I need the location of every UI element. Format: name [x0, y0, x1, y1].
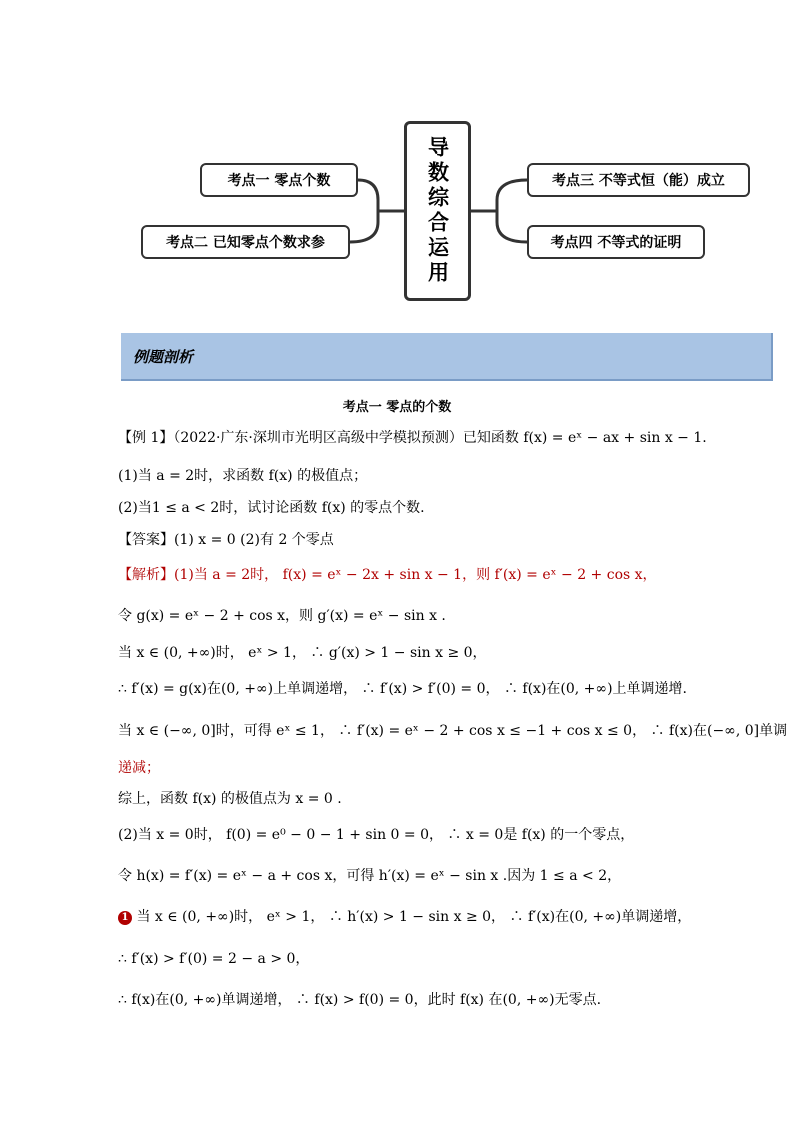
topic-box-4	[527, 225, 705, 259]
topic-label-4: 考点四 不等式的证明	[550, 235, 682, 251]
analysis-line-7: 综上，函数 f(x) 的极值点为 x = 0 .	[118, 791, 342, 807]
example-statement: 【例 1】（2022·广东·深圳市光明区高级中学模拟预测）已知函数 f(x) = eˣ − ax + sin x − 1.	[118, 430, 707, 446]
topic-label-2: 考点二 已知零点个数求参	[166, 235, 325, 251]
topic-label-1: 考点一 零点个数	[227, 173, 331, 189]
mindmap-connectors	[0, 0, 794, 320]
question-1: (1)当 a = 2时，求函数 f(x) 的极值点；	[118, 468, 368, 484]
topic-box-2	[141, 225, 350, 259]
topic-label-3: 考点三 不等式恒（能）成立	[552, 173, 725, 189]
analysis-line-9: 令 h(x) = f′(x) = eˣ − a + cos x，可得 h′(x) = eˣ − sin x .因为 1 ≤ a < 2，	[118, 868, 622, 884]
analysis-line-11: ∴ f′(x) > f′(0) = 2 − a > 0，	[118, 951, 310, 967]
analysis-line-10: 当 x ∈ (0, +∞)时， eˣ > 1， ∴ h′(x) > 1 − sin x ≥ 0， ∴ f′(x)在(0, +∞)单调递增，	[136, 909, 692, 925]
analysis-line-1: 【解析】(1)当 a = 2时， f(x) = eˣ − 2x + sin x − 1，则 f′(x) = eˣ − 2 + cos x，	[118, 567, 657, 583]
topic-box-3	[527, 163, 750, 197]
question-2: (2)当1 ≤ a < 2时，试讨论函数 f(x) 的零点个数.	[118, 500, 425, 516]
mindmap-center-label: 导数综合运用	[425, 136, 450, 286]
section-title: 考点一 零点的个数	[342, 400, 452, 415]
analysis-line-2: 令 g(x) = eˣ − 2 + cos x，则 g′(x) = eˣ − sin x .	[118, 608, 446, 624]
analysis-line-12: ∴ f(x)在(0, +∞)单调递增， ∴ f(x) > f(0) = 0，此时 f(x) 在(0, +∞)无零点.	[118, 992, 602, 1008]
answer-line: 【答案】(1) x = 0 (2)有 2 个零点	[118, 532, 334, 548]
mindmap-center	[404, 121, 471, 301]
banner-label: 例题剖析	[133, 348, 194, 366]
circled-number-1: 1	[118, 911, 132, 925]
topic-box-1	[200, 163, 358, 197]
analysis-line-5: 当 x ∈ (−∞, 0]时，可得 eˣ ≤ 1， ∴ f′(x) = eˣ − 2 + cos x ≤ −1 + cos x ≤ 0， ∴ f(x)在(−∞, 0]单调	[118, 723, 788, 739]
analysis-line-6: 递减；	[118, 760, 160, 776]
analysis-line-3: 当 x ∈ (0, +∞)时， eˣ > 1， ∴ g′(x) > 1 − sin x ≥ 0，	[118, 645, 487, 661]
section-banner	[121, 333, 773, 381]
analysis-line-8: (2)当 x = 0时， f(0) = e⁰ − 0 − 1 + sin 0 = 0， ∴ x = 0是 f(x) 的一个零点，	[118, 827, 635, 843]
analysis-line-4: ∴ f′(x) = g(x)在(0, +∞)上单调递增， ∴ f′(x) > f′(0) = 0， ∴ f(x)在(0, +∞)上单调递增.	[118, 681, 687, 697]
analysis-line-10-wrap	[118, 907, 691, 927]
